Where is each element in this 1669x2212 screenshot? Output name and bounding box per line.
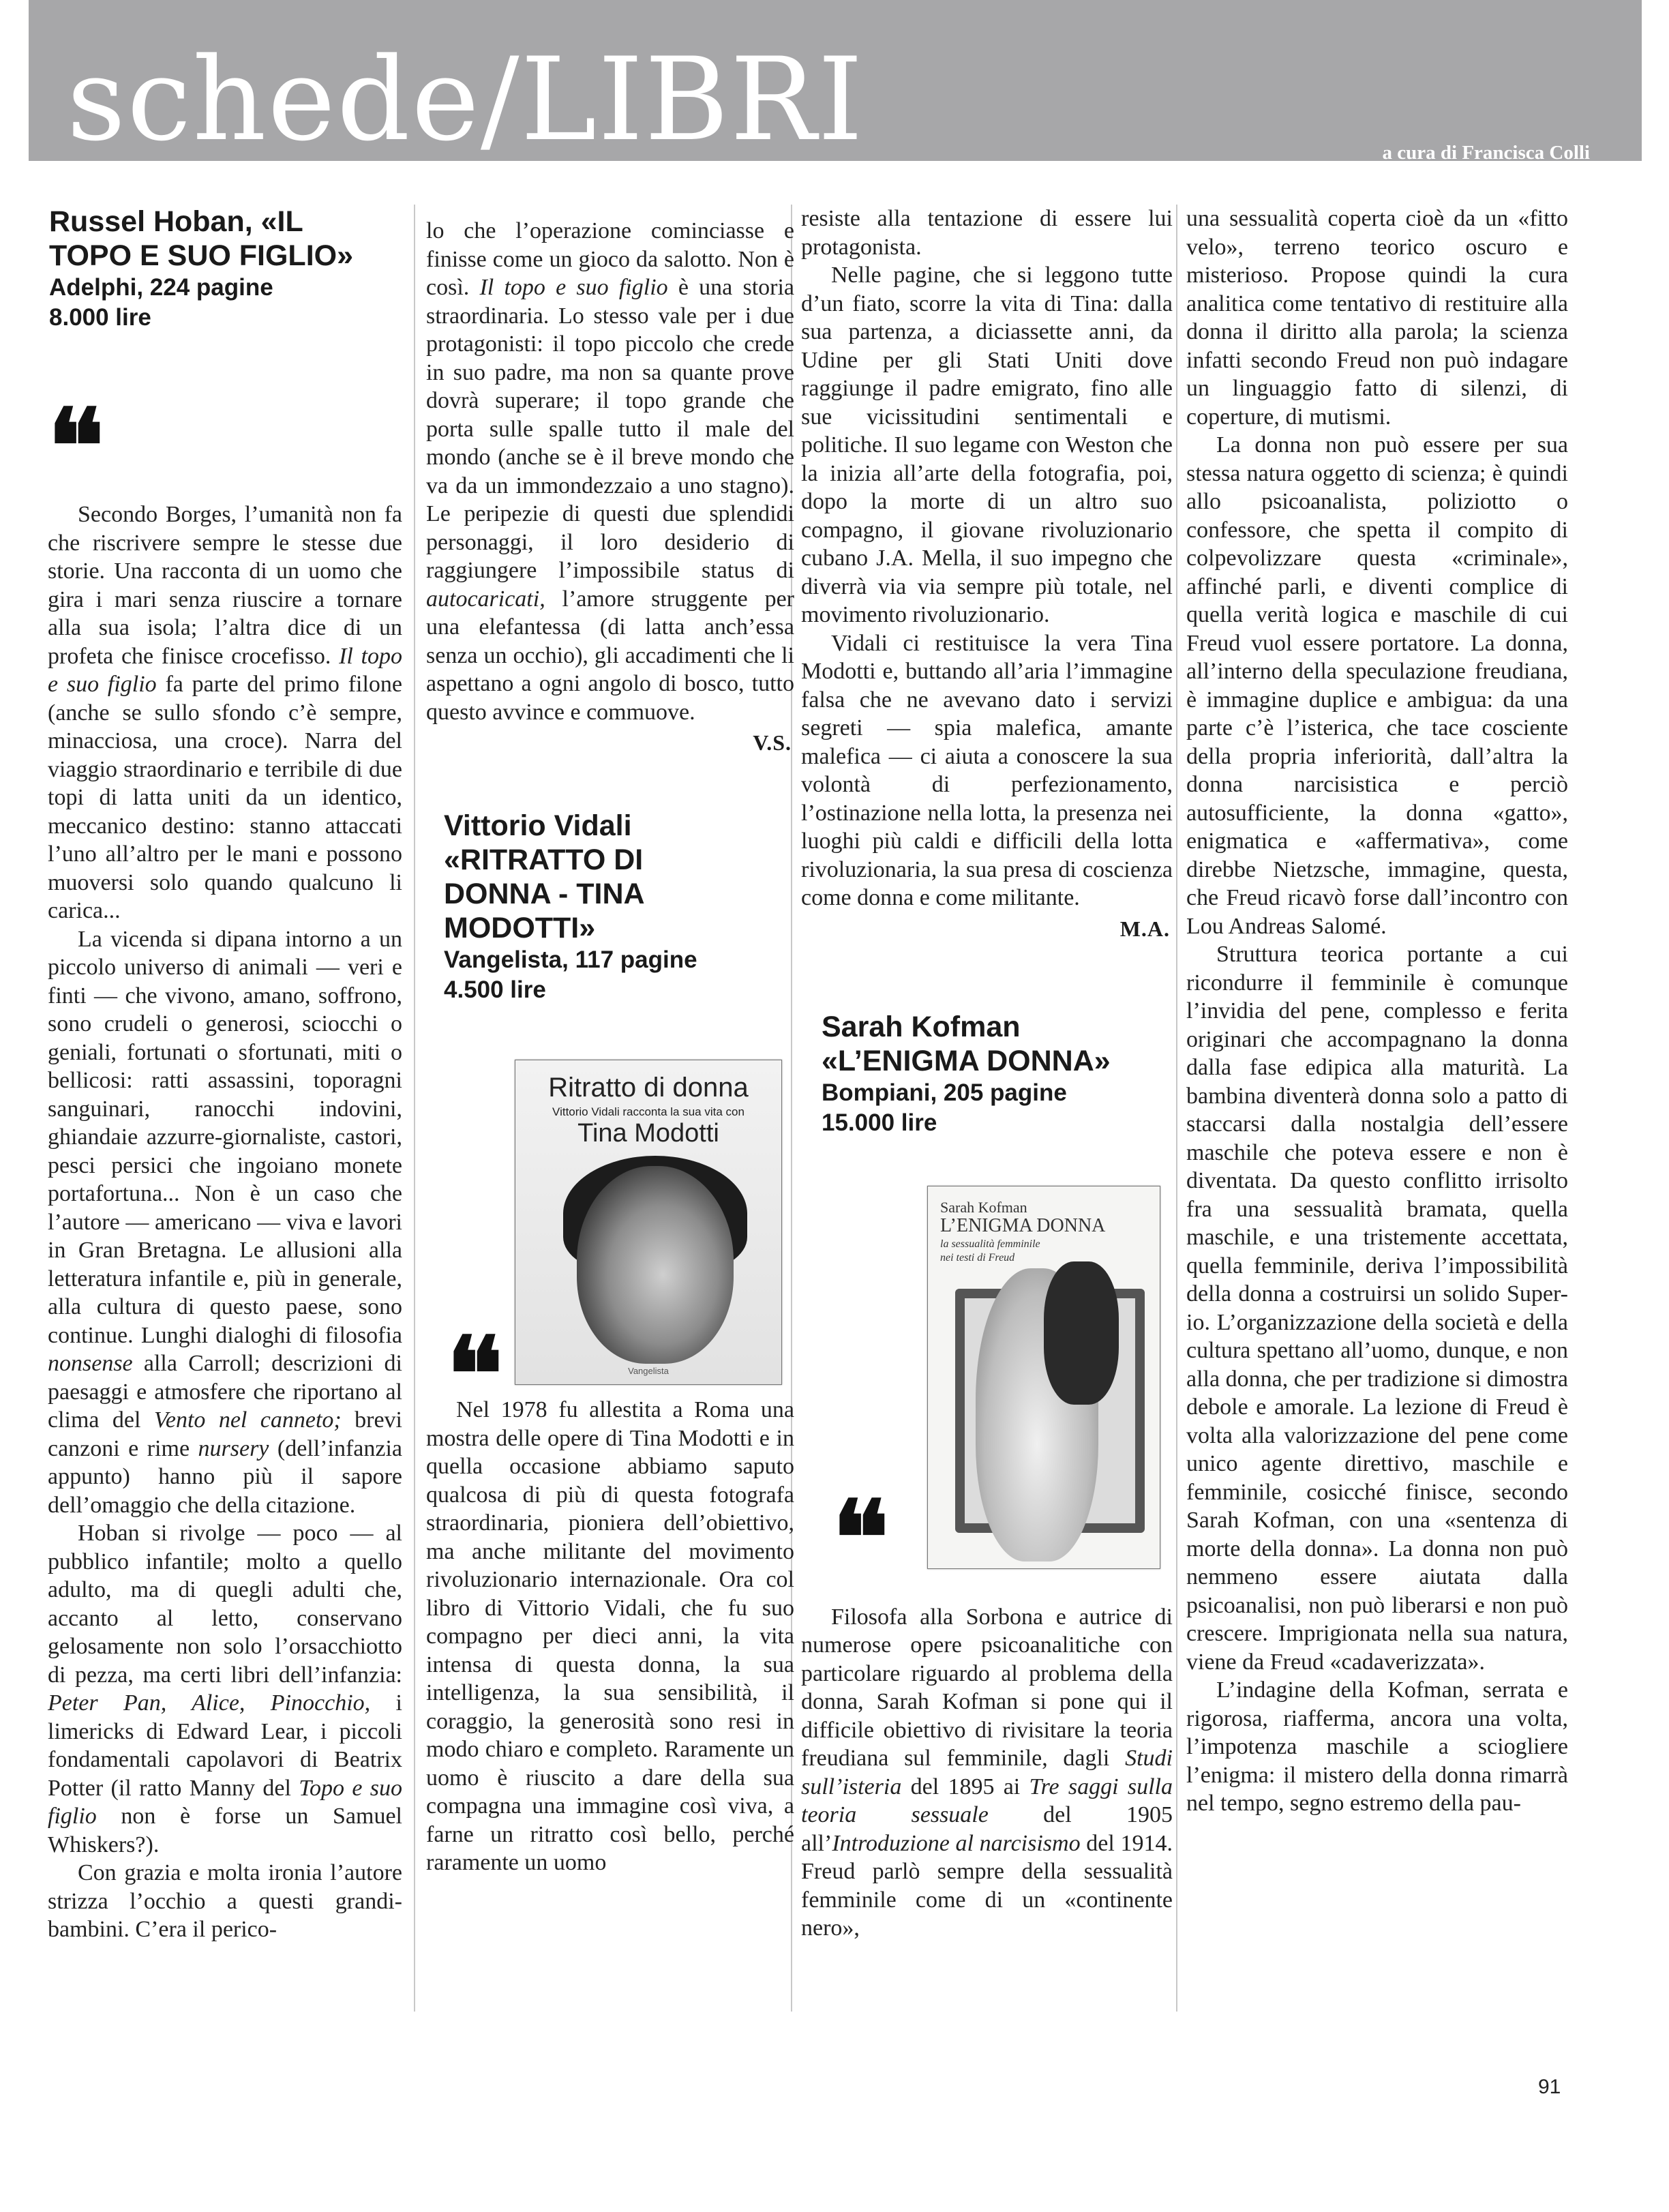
book-cover-enigma [927,1186,1160,1569]
review-vidali-price: 4.500 lire [444,976,546,1003]
quote-mark-icon: ❛❛ [832,1486,879,1555]
review-vidali-paragraph: Nel 1978 fu allestita a Roma una mostra delle opere di Tina Modotti e in quella occasione abbiamo saputo qualcosa di più di questa fotografa straordinaria, pioniera dell’obiettivo, ma anche militante del movimento rivoluzionario internazionale. Ora col libro di Vittorio Vidali, che fu suo compagno per dieci anni, la vita intensa di questa donna, la sua intelligenza, la sua sensibilità, il coraggio, la generosità sono resi in modo chiaro e completo. Raramente un uomo è riuscito a dare della sua compagna una immagine così viva, a farne un ritratto così bello, perché raramente un uomo [426,1397,794,1875]
cover-subtitle: nei testi di Freud [940,1251,1015,1264]
cover-title: L’ENIGMA DONNA [940,1214,1106,1236]
review-hoban-title-line: TOPO E SUO FIGLIO» [49,239,353,272]
section-title: schede/LIBRI [67,33,864,161]
review-hoban-paragraph: Hoban si rivolge — poco — al pubblico infantile; molto a quello adulto, ma di quegli adulti che, accanto al letto, conservano gelosamente non solo l’orsacchiotto di pezza, ma certi libri dell’infanzia: Peter Pan, Alice, Pinocchio, i limericks di Edward Lear, i piccoli fondamentali capolavori di Beatrix Potter (il ratto Manny del Topo e suo figlio non è forse un Samuel Whiskers?). [48,1521,402,1857]
review-vidali-title-line: MODOTTI» [444,912,596,944]
review-vidali-title-line: Vittorio Vidali [444,809,632,842]
review-kofman-title-line: Sarah Kofman [822,1010,1021,1043]
cover-subtitle: la sessualità femminile [940,1238,1040,1250]
column-rule [414,205,415,2012]
review-vidali-paragraph: Nelle pagine, che si leggono tutte d’un fiato, scorre la vita di Tina: dalla sua partenza, a diciassette anni, da Udine per gli Stati Uniti dove raggiunge il padre emigrato, fino alle sue vicissitudini sentimentali e politiche. Il suo legame con Weston che la inizia all’arte della fotografia, poi, dopo la morte di un altro suo compagno, il giovane rivoluzionario cubano J.A. Mella, il suo impegno che diverrà via via sempre più totale, nel movimento rivoluzionario. [801,263,1173,627]
review-vidali-title-line: «RITRATTO DI [444,843,644,876]
cover-name: Tina Modotti [577,1119,719,1148]
review-hoban-signature: V.S. [753,730,792,755]
review-kofman-paragraph: una sessualità coperta cioè da un «fitto velo», terreno teorico oscuro e misterioso. Propose quindi la cura analitica come tentativo di restituire alla donna il diritto alla parola; la scienza infatti secondo Freud non può indagare un linguaggio fatto di silenzi, di coperture, di mutismi. [1186,206,1568,430]
cover-subtitle: Vittorio Vidali racconta la sua vita con [552,1105,745,1118]
review-kofman-price: 15.000 lire [822,1109,937,1136]
quote-mark-icon: ❛❛ [48,395,95,464]
review-hoban-header [49,205,402,333]
review-hoban-title-line: Russel Hoban, «IL [49,205,303,238]
section-header [29,0,1642,161]
book-cover-ritratto [515,1060,782,1385]
review-kofman-header [822,1010,1173,1138]
column-1 [48,205,402,1944]
cover-title: Ritratto di donna [548,1073,749,1103]
review-kofman-paragraph: Struttura teorica portante a cui ricondurre il femminile è comunque l’invidia del pene, complesso e ferita originari che accompagnano la donna dalla fase edipica alla maturità. La bambina diventerà donna solo a patto di staccarsi dalla nostalgia dell’essere maschile che poteva essere e non è diventata. Da questo conflitto irrisolto fra una sessualità bramata, quella maschile, e una tristemente accettata, quella femminile, deriva l’impossibilità della donna a costruirsi un solido Super-io. L’organizzazione della società e della cultura spettano all’uomo, dunque, e non alla donna, che per tradizione si dimostra debole e amorale. La lezione di Freud è volta alla valorizzazione del pene come unico agente direttivo, maschile e femminile, cosicché finisce, secondo Sarah Kofman, con una «sentenza di morte della donna». La donna non può nemmeno essere aiutata dalla psicoanalisi, non può liberarsi e non può crescere. Imprigionata nella sua natura, viene da Freud «cadaverizzata». [1186,942,1568,1675]
column-2 [426,217,794,1877]
section-credit: a cura di Francisca Colli [1382,142,1590,161]
portrait-image [577,1166,734,1364]
review-hoban-paragraph: Secondo Borges, l’umanità non fa che riscrivere sempre le stesse due storie. Una racconta di un uomo che gira i mari senza riuscire a tornare alla sua isola; l’altra dice di un profeta che finisce crocefisso. Il topo e suo figlio fa parte del primo filone (anche se sullo sfondo c’è sempre, minacciosa, una croce). Narra del viaggio straordinario e terribile di due topi di latta uniti da un identico, meccanico destino: stanno attaccati l’uno all’altro per le mani e possono muoversi solo quando qualcuno li carica... [48,502,402,923]
review-hoban-paragraph: lo che l’operazione cominciasse e finisse come un gioco da salotto. Non è così. Il topo e suo figlio è una storia straordinaria. Lo stesso vale per i due protagonisti: il topo piccolo che crede in suo padre, ma non sa quante prove dovrà superare; il topo grande che porta sulle spalle tutto il male del mondo (anche se è il breve mondo che va da un immondezzaio a uno stagno). Le peripezie di questi due splendidi personaggi, il loro desiderio di raggiungere l’impossibile status di autocaricati, l’amore struggente per una elefantessa (di latta anch’essa senza un occhio), gli accadimenti che li aspettano a ogni angolo di bosco, tutto questo avvince e commuove. [426,218,795,725]
review-vidali-title-line: DONNA - TINA [444,878,645,910]
review-hoban-publisher: Adelphi, 224 pagine [49,274,273,301]
review-kofman-paragraph: Filosofa alla Sorbona e autrice di numerose opere psicoanalitiche con particolare riguardo al problema della donna, Sarah Kofman si pone qui il difficile obiettivo di rivisitare la teoria freudiana sul femminile, dagli Studi sull’isteria del 1895 ai Tre saggi sulla teoria sessuale del 1905 all’Introduzione al narcisismo del 1914. Freud parlò sempre della sessualità femminile come di un «continente nero», [801,1604,1173,1941]
quote-mark-icon: ❛❛ [447,1324,494,1392]
cover-author: Sarah Kofman [940,1198,1027,1216]
review-vidali-paragraph: resiste alla tentazione di essere lui protagonista. [801,206,1173,260]
review-hoban-price: 8.000 lire [49,304,151,331]
column-4 [1186,205,1568,1818]
column-rule [1176,205,1177,2012]
review-kofman-publisher: Bompiani, 205 pagine [822,1079,1067,1106]
review-vidali-publisher: Vangelista, 117 pagine [444,946,697,973]
review-hoban-paragraph: Con grazia e molta ironia l’autore strizza l’occhio a questi grandi-bambini. C’era il perico- [48,1860,402,1942]
cover-illustration [1044,1261,1119,1405]
column-3 [801,205,1173,1943]
review-hoban-paragraph: La vicenda si dipana intorno a un piccolo universo di animali — veri e finti — che vivono, amano, soffrono, sono crudeli o generosi, sciocchi o geniali, fortunati o sfortunati, miti o bellicosi: ratti assassini, toporagni sanguinari, ranocchi indovini, ghiandaie azzurre-giornaliste, castori, pesci persici che ingoiano monete portafortuna... Non è un caso che l’autore — americano — viva e lavori in Gran Bretagna. Le allusioni alla letteratura infantile e, più in generale, alla cultura di questo paese, sono continue. Lunghi dialoghi di filosofia nonsense alla Carroll; descrizioni di paesaggi e atmosfere che riportano al clima del Vento nel canneto; brevi canzoni e rime nursery (dell’infanzia appunto) hanno più il sapore dell’omaggio che della citazione. [48,926,403,1518]
review-kofman-title-line: «L’ENIGMA DONNA» [822,1044,1111,1077]
review-kofman-paragraph: L’indagine della Kofman, serrata e rigorosa, riafferma, ancora una volta, l’impotenza maschile a sciogliere l’enigma: il mistero della donna rimarrà nel tempo, segno estremo della pau- [1186,1677,1568,1816]
review-vidali-paragraph: Vidali ci restituisce la vera Tina Modotti e, buttando all’aria l’immagine falsa che ne avevano dato i servizi segreti — spia malefica, amante malefica — ci aiuta a conoscere la sua volontà di perfezionamento, l’ostinazione nella lotta, la presenza nei luoghi più caldi e difficili della lotta rivoluzionaria, la sua presa di coscienza come donna e come militante. [801,630,1173,910]
review-kofman-paragraph: La donna non può essere per sua stessa natura oggetto di scienza; è quindi allo psicoanalista, poliziotto o confessore, che spetta il compito di colpevolizzare questa «criminale», affinché parli, e diventi complice di quella verità logica e maschile di cui Freud vuol essere portatore. La donna, all’interno della speculazione freudiana, è immagine duplice e ambigua: da una parte c’è l’isterica, che tace cosciente della propria inferiorità, dall’altra la donna narcisistica e perciò autosufficiente, la donna «gatto», enigmatica e «affermativa», come direbbe Nietzsche, immagine, questa, che Freud ricavò forse dall’incontro con Lou Andreas Salomé. [1186,432,1568,939]
cover-publisher-mark: Vangelista [628,1366,669,1376]
page-number: 91 [1538,2076,1561,2098]
review-vidali-signature: M.A. [1119,916,1170,941]
review-vidali-header [444,809,794,1005]
